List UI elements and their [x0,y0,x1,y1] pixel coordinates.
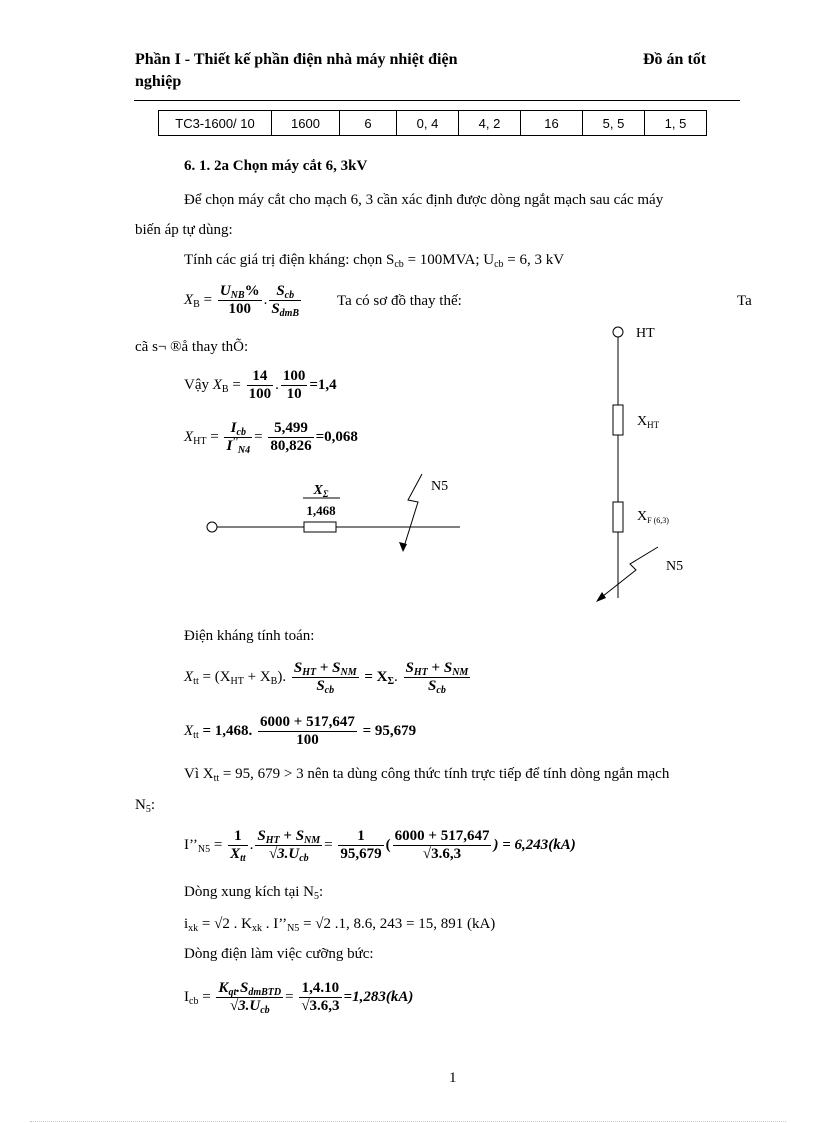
text-run: + [316,660,333,676]
subscript: HT [265,835,280,846]
xf-label: $X_{F (6,3)}$ [637,509,669,525]
text-run: ( [385,836,391,853]
subscript: N5 [287,923,300,934]
paragraph-line [135,797,155,814]
forced-current-title: Dòng điện làm việc cưỡng bức: [184,946,374,962]
text-run: = 100MVA; U [403,252,495,268]
subscript: cb [260,1005,270,1016]
result: =1,4 [309,376,337,393]
fraction-num: S [293,660,303,676]
fraction-num: 100 [282,368,306,384]
reactance-intro [184,252,564,269]
subscript: cb [189,995,199,1007]
subscript: cb [494,259,504,270]
fraction-num: 1 [338,828,383,846]
table-cell: 4, 2 [459,111,521,136]
fraction [224,420,252,455]
text-run: = 95, 679 > 3 nên ta dùng công thức tính trực tiếp để tính dòng ngắn mạch [219,766,670,782]
subscript: NM [304,835,321,846]
fraction-num: U [219,283,231,299]
fraction-den: 95,679 [340,846,382,862]
fraction-num: I [230,420,237,436]
xht-label: $X_{HT}$ [637,414,660,430]
subscript: NB [230,290,245,301]
text-run: = 1,468. [202,722,253,739]
header-right: Đồ án tốt [643,51,707,68]
fraction [216,980,283,1015]
subscript: cb [284,290,295,301]
dot: . [394,668,398,685]
table-cell: 16 [521,111,583,136]
text-run: = √2 . K [198,916,252,932]
text-run: . I’’ [261,916,288,932]
symbol: X [184,291,194,308]
icb-formula: $I_{cb}$ = $\frac{K_{qt}.S_{dmBTD}}{√3.U_{cb}}$ = $\frac{1,4.10}{√3.6,3}$ =1,283(kA) [184,980,414,1016]
fraction [299,980,341,1015]
fraction-num: 1 [228,828,248,846]
fraction-num: S [257,828,266,844]
fraction [268,420,313,455]
fraction-den: √3.U [229,998,261,1014]
transformer-spec-table [158,110,707,136]
table-cell: 6 [340,111,397,136]
table-cell: 0, 4 [397,111,459,136]
symbol: X [212,376,222,393]
subscript: cb [299,853,309,864]
ht-label: HT [636,326,655,341]
section-title: 6. 1. 2a Chọn máy cắt 6, 3kV [184,158,368,174]
fraction [281,368,308,403]
scheme-caption: Ta có sơ đồ thay thế: [337,293,462,309]
fraction-den: S [271,301,280,317]
ta-right: Ta [737,293,752,309]
subscript: Σ [387,675,395,687]
result: =0,068 [315,428,358,445]
subscript: cb [436,685,446,696]
fraction-den: 80,826 [270,438,312,454]
subscript: cb [324,685,335,696]
subscript: HT [193,435,207,447]
table-cell: TC3-1600/ 10 [159,111,272,136]
fraction-den: √3.6,3 [422,846,462,862]
table-cell: 5, 5 [583,111,645,136]
source-node [613,327,623,337]
subscript: cb [394,259,404,270]
fraction-num: S [443,660,453,676]
subscript: NM [452,667,469,678]
header-left-cont: nghiệp [135,73,182,90]
table-row [159,111,707,136]
fraction [393,828,492,863]
text-run: N [135,797,146,813]
text-run: Tính các giá trị điện kháng: chọn S [184,252,395,268]
result: ) = 6,243(kA) [493,836,576,853]
fraction [269,283,301,318]
fraction-num: S [332,660,341,676]
ixk-formula [184,916,495,933]
xtt-formula-2 [184,714,416,749]
equivalent-circuit-right [580,320,740,605]
reactance-box [613,405,623,435]
fault-label: N5 [666,559,684,574]
subscript: dmBTD [248,987,282,998]
result: =1,283(kA) [343,988,414,1005]
text-run: = √2 .1, 8.6, 243 = 15, 891 (kA) [299,916,496,932]
xtt-formula-1 [184,660,472,695]
superscript: '' [232,437,238,448]
paragraph-line [184,766,669,783]
text-run: ). [277,668,287,685]
fraction-den: 100 [248,386,272,402]
fraction-den: 10 [286,386,302,402]
fraction [258,714,357,749]
subscript: dmB [279,308,300,319]
fraction [404,660,471,695]
xsum-label: $X_\Sigma$ [313,483,329,499]
fraction-num: S [295,828,305,844]
fault-bolt [403,474,422,550]
page-number: 1 [449,1070,457,1086]
text-run: : [150,797,156,813]
page-edge [30,1121,786,1122]
paragraph-line: biến áp tự dùng: [135,222,233,238]
reactance-box [613,502,623,532]
fraction: $\frac{S_{HT} + S_{NM}}{√3.U_{cb}}$ [257,828,321,864]
text-run: + [427,660,444,676]
text-run: % [244,283,260,299]
subscript: cb [236,427,246,438]
symbol: X [184,668,194,685]
fraction-num: S [276,283,285,299]
text-run: i [184,916,189,932]
impulse-title [184,884,323,901]
fraction [338,828,383,863]
subscript: B [270,675,278,687]
subscript: N5 [197,843,211,855]
source-node [207,522,217,532]
subscript: 5 [313,891,319,902]
fraction-num: S [405,660,414,676]
calc-reactance-title: Điện kháng tính toán: [184,628,315,644]
subscript: xk [188,923,199,934]
fraction-num: 5,499 [268,420,313,438]
symbol: I’’ [184,836,198,853]
fraction [247,368,274,403]
xht-formula: $X_{HT}$ = $\frac{I_{cb}}{I''_{N4}}$ = $\frac{5,499}{80,826}$ =0,068 [184,420,358,456]
xb-value-formula: Vậy $X_B$ = $\frac{14}{100}$ . $\frac{100}{10}$ =1,4 [184,368,337,402]
fraction-den: I [226,438,233,454]
fraction-num: K [218,980,229,996]
xb-formula [184,283,303,318]
fraction-num: 1,4.10 [299,980,341,998]
text-run: .S [236,980,249,996]
subscript: HT [413,667,428,678]
subscript: tt [193,729,199,741]
fraction-den: S [316,678,325,694]
fraction-num: 14 [247,368,274,386]
text-run: + X [243,668,271,685]
header-rule [134,100,740,101]
table-cell: 1600 [272,111,340,136]
subscript: B [221,383,229,395]
text-run: = 6, 3 kV [503,252,565,268]
fault-bolt [598,547,658,600]
text-run: = (X [202,668,231,685]
subscript: N4 [237,445,251,456]
equivalent-circuit-left [200,470,470,560]
symbol: X [184,722,194,739]
fraction-den: 100 [228,301,251,317]
fraction [218,283,262,318]
text-run: Dòng xung kích tại N [184,884,314,900]
fraction [228,828,248,863]
text-run: Vì X [184,766,214,782]
subscript: HT [230,675,244,687]
fault-arrow [596,592,606,602]
paragraph-line: Để chọn máy cắt cho mạch 6, 3 cần xác định được dòng ngắt mạch sau các máy [184,192,664,208]
subscript: B [193,298,200,310]
symbol: I [184,988,189,1005]
subscript: qt [228,987,237,998]
subscript: tt [193,675,199,687]
equals: = [203,291,213,308]
subscript: tt [240,853,246,864]
in5-formula: $I’’_{N5}$ = $\frac{1}{X_{tt}}$ . $\frac{S_{HT} + S_{NM}}{√3.U_{cb}}$ = $\frac{1}{95,679}$ ( $\frac{6000 + 517,647}{√3.6,3}$ ) = 6,243(kA) [184,828,576,864]
fault-arrow [399,542,407,552]
fraction-den: √3.6,3 [301,998,340,1014]
subscript: tt [213,773,220,784]
dot: . [263,291,268,308]
text-run: = X [364,668,388,685]
fraction-den: √3.U [268,846,300,862]
symbol: X [184,428,194,445]
reactance-box [304,522,336,532]
fraction-num: 6000 + 517,647 [260,714,355,730]
text-run: : [318,884,324,900]
fraction-den: S [428,678,437,694]
table-cell: 1, 5 [645,111,707,136]
xsum-value: 1,468 [306,503,336,518]
subscript: xk [251,923,262,934]
subscript: NM [340,667,357,678]
fraction-den: X [230,846,241,862]
fraction-num: 6000 + 517,647 [394,828,490,844]
text-run: Vậy [184,376,209,393]
subscript: 5 [145,804,151,815]
fraction [292,660,359,695]
garbled-line: cã s¬ ®å thay thÕ: [135,339,249,355]
fraction-den: 100 [296,732,319,748]
header-left: Phần I - Thiết kế phần điện nhà máy nhiệt điện [135,51,458,68]
subscript: HT [302,667,317,678]
result: = 95,679 [362,722,417,739]
fault-label: N5 [431,479,449,494]
